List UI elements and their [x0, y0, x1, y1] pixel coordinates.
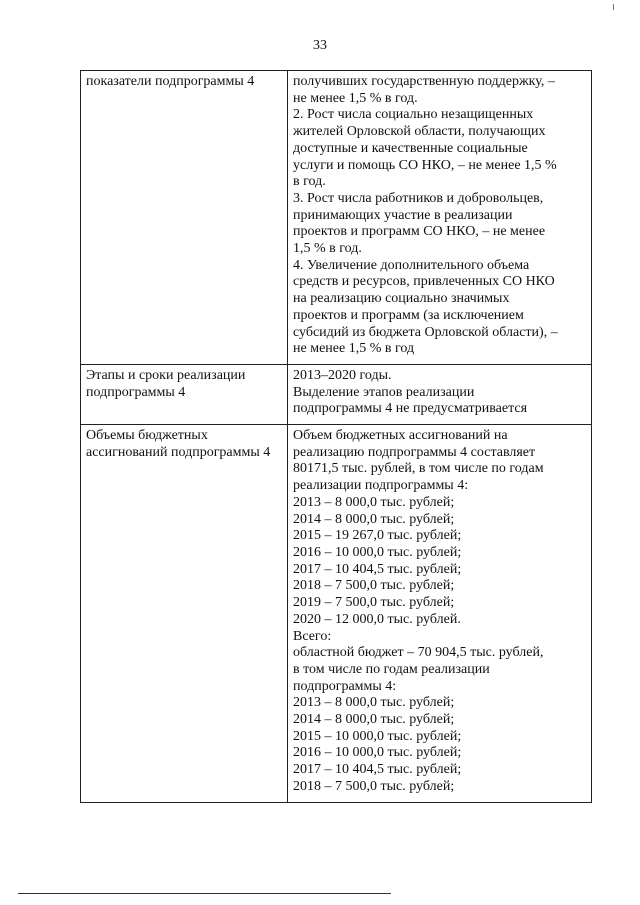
row-label-cell	[81, 364, 288, 424]
table-row-budget	[81, 425, 592, 802]
row-label-line: Объемы бюджетных	[86, 428, 208, 444]
row-value-line: 2016 – 10 000,0 тыс. рублей;	[293, 745, 462, 761]
row-value-line: средств и ресурсов, привлеченных СО НКО	[293, 274, 555, 290]
row-value-line: областной бюджет – 70 904,5 тыс. рублей,	[293, 645, 544, 661]
row-value-line: 2013 – 8 000,0 тыс. рублей;	[293, 695, 455, 711]
footnote-rule	[18, 893, 391, 894]
row-label-line: ассигнований подпрограммы 4	[86, 444, 271, 460]
row-label-line: Этапы и сроки реализации	[86, 367, 246, 383]
row-value-line: 2017 – 10 404,5 тыс. рублей;	[293, 762, 462, 778]
row-value-line: не менее 1,5 % в год.	[293, 90, 418, 106]
row-value-line: 2018 – 7 500,0 тыс. рублей;	[293, 778, 455, 794]
row-value-line: 2020 – 12 000,0 тыс. рублей.	[293, 611, 461, 627]
row-value-line: услуги и помощь СО НКО, – не менее 1,5 %	[293, 157, 557, 173]
row-value-line: 1,5 % в год.	[293, 241, 362, 257]
passport-table	[80, 70, 592, 803]
row-value-line: 3. Рост числа работников и добровольцев,	[293, 190, 544, 206]
row-value-line: подпрограммы 4 не предусматривается	[293, 401, 528, 417]
scan-mark	[613, 4, 616, 10]
table-row-stages	[81, 364, 592, 424]
table-row-indicators	[81, 71, 592, 365]
row-value-cell	[288, 425, 592, 802]
row-label-cell	[81, 71, 288, 365]
row-value-cell	[288, 71, 592, 365]
row-value-line: 2018 – 7 500,0 тыс. рублей;	[293, 578, 455, 594]
row-value-line: не менее 1,5 % в год	[293, 341, 415, 357]
row-value-line: Объем бюджетных ассигнований на	[293, 428, 508, 444]
row-label-line: подпрограммы 4	[86, 384, 186, 400]
row-value-line: 4. Увеличение дополнительного объема	[293, 257, 530, 273]
row-value-line: Всего:	[293, 628, 332, 644]
row-value-line: жителей Орловской области, получающих	[293, 124, 546, 140]
row-value-line: доступные и качественные социальные	[293, 140, 528, 156]
row-value-line: получивших государственную поддержку, –	[293, 74, 555, 89]
row-value-line: в год.	[293, 174, 326, 190]
row-value-line: 2014 – 8 000,0 тыс. рублей;	[293, 712, 455, 728]
page-number: 33	[313, 38, 327, 53]
row-label-cell	[81, 425, 288, 802]
row-value-line: 80171,5 тыс. рублей, в том числе по годам	[293, 461, 544, 477]
row-value-line: реализацию подпрограммы 4 составляет	[293, 444, 536, 460]
row-value-line: субсидий из бюджета Орловской области), –	[293, 324, 558, 340]
row-value-line: 2014 – 8 000,0 тыс. рублей;	[293, 511, 455, 527]
row-value-line: 2013 – 8 000,0 тыс. рублей;	[293, 494, 455, 510]
row-value-line: проектов и программ СО НКО, – не менее	[293, 224, 546, 240]
row-value-line: на реализацию социально значимых	[293, 291, 510, 307]
row-value-line: 2017 – 10 404,5 тыс. рублей;	[293, 561, 462, 577]
row-value-line: принимающих участие в реализации	[293, 207, 513, 223]
row-value-line: 2013–2020 годы.	[293, 367, 392, 383]
row-value-cell	[288, 364, 592, 424]
row-value-line: 2015 – 10 000,0 тыс. рублей;	[293, 728, 462, 744]
passport-table-body	[81, 71, 592, 803]
row-value-line: подпрограммы 4:	[293, 678, 397, 694]
row-value-line: 2015 – 19 267,0 тыс. рублей;	[293, 528, 462, 544]
row-value-line: Выделение этапов реализации	[293, 384, 475, 400]
row-value-line: в том числе по годам реализации	[293, 661, 490, 677]
row-value-line: 2019 – 7 500,0 тыс. рублей;	[293, 595, 455, 611]
row-value-line: проектов и программ (за исключением	[293, 307, 524, 323]
row-label-line: показатели подпрограммы 4	[86, 74, 255, 89]
row-value-line: реализации подпрограммы 4:	[293, 478, 469, 494]
row-value-line: 2. Рост числа социально незащищенных	[293, 107, 534, 123]
row-value-line: 2016 – 10 000,0 тыс. рублей;	[293, 544, 462, 560]
